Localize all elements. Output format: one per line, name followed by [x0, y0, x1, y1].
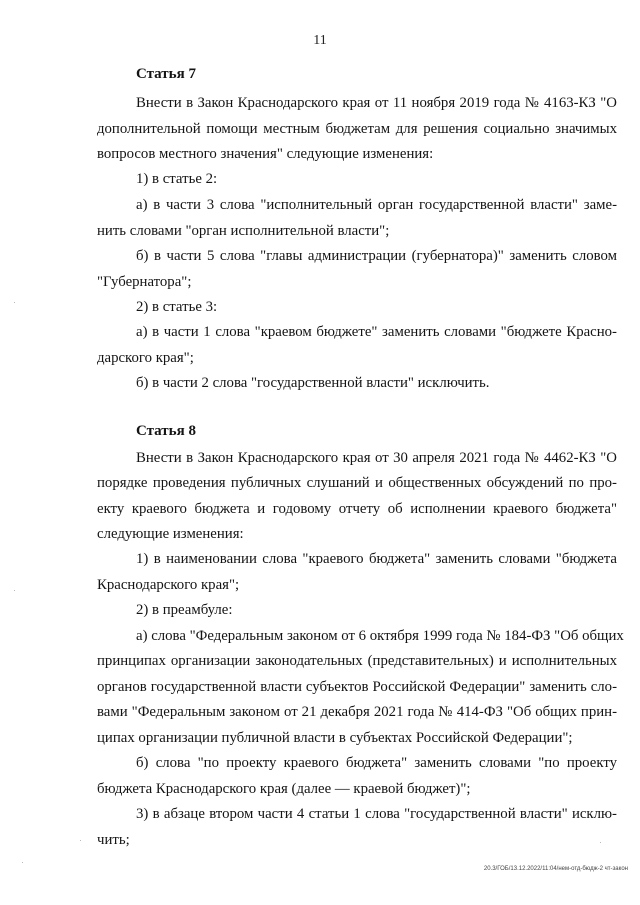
article-7-line: а) в части 1 слова "краевом бюджете" заменить словами "бюджете Красно- — [136, 324, 617, 340]
article-8-line: 2) в преамбуле: — [136, 602, 233, 618]
article-8-line: чить; — [97, 832, 130, 848]
article-8-line: органов государственной власти субъектов Российской Федерации" заменить сло- — [97, 679, 617, 695]
article-8-line: принципах организации законодательных (представительных) и исполнительных — [97, 653, 617, 669]
article-8-line: Краснодарского края"; — [97, 577, 240, 593]
article-8-line: бюджета Краснодарского края (далее — краевой бюджет)"; — [97, 781, 471, 797]
article-7-line: дарского края"; — [97, 350, 194, 366]
article-8-line: а) слова "Федеральным законом от 6 октября 1999 года № 184-ФЗ "Об общих — [136, 628, 624, 644]
article-7-line: 2) в статье 3: — [136, 299, 218, 315]
article-7-title: Статья 7 — [136, 66, 196, 82]
article-8-line: порядке проведения публичных слушаний и общественных обсуждений по про- — [97, 475, 617, 491]
article-7-line: б) в части 5 слова "главы администрации (губернатора)" заменить словом — [136, 248, 617, 264]
article-7-line: а) в части 3 слова "исполнительный орган государственной власти" заме- — [136, 197, 617, 213]
page-number: 11 — [313, 33, 327, 48]
scan-speck — [22, 862, 23, 863]
article-7-line: дополнительной помощи местным бюджетам для решения социально значимых — [97, 121, 617, 137]
article-7-line: нить словами "орган исполнительной власти"; — [97, 223, 390, 239]
scan-speck — [14, 590, 15, 591]
article-7-line: вопросов местного значения" следующие изменения: — [97, 146, 434, 162]
article-8-line: 3) в абзаце втором части 4 статьи 1 слова "государственной власти" исклю- — [136, 806, 617, 822]
article-7-line: 1) в статье 2: — [136, 171, 218, 187]
article-7-line: Внести в Закон Краснодарского края от 11 ноября 2019 года № 4163-КЗ "О — [136, 95, 617, 111]
article-8-title: Статья 8 — [136, 423, 196, 439]
article-8-line: б) слова "по проекту краевого бюджета" заменить словами "по проекту — [136, 755, 617, 771]
article-7-line: б) в части 2 слова "государственной власти" исключить. — [136, 375, 490, 391]
article-8-line: вами "Федеральным законом от 21 декабря 2021 года № 414-ФЗ "Об общих прин- — [97, 704, 617, 720]
article-7-line: "Губернатора"; — [97, 274, 192, 290]
article-8-line: Внести в Закон Краснодарского края от 30 апреля 2021 года № 4462-КЗ "О — [136, 450, 617, 466]
document-footer-code: 20.3/ГОБ/13.12.2022/11:04/нем-отд-бюдж-2 чт-закон — [483, 866, 628, 872]
scan-speck — [80, 840, 81, 841]
scan-speck — [14, 302, 15, 303]
article-8-line: следующие изменения: — [97, 526, 244, 542]
article-8-line: 1) в наименовании слова "краевого бюджета" заменить словами "бюджета — [136, 551, 617, 567]
article-8-line: ципах организации публичной власти в субъектах Российской Федерации"; — [97, 730, 573, 746]
article-8-line: екту краевого бюджета и годовому отчету об исполнении краевого бюджета" — [97, 501, 617, 517]
scan-speck — [600, 842, 601, 843]
